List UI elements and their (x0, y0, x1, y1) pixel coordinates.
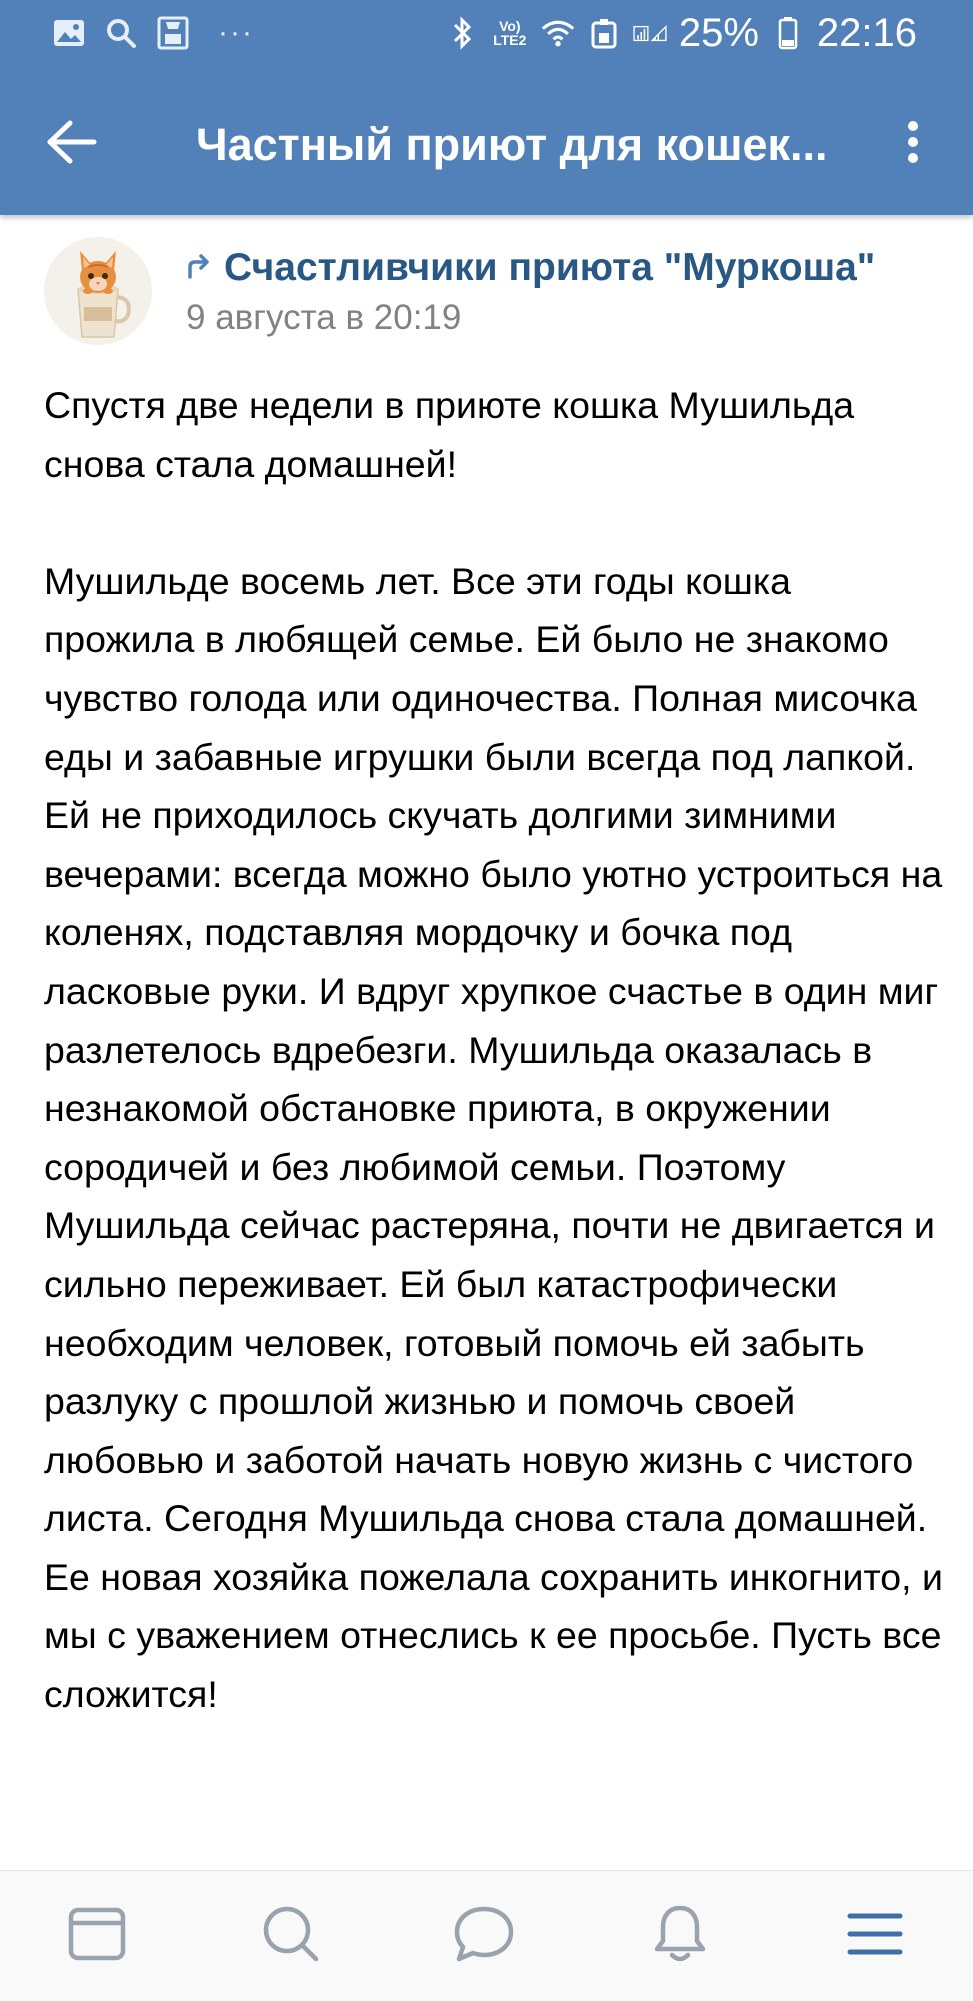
more-options-button[interactable] (888, 112, 938, 176)
post-text (44, 376, 944, 1724)
nav-newsfeed[interactable] (62, 1901, 132, 1971)
page-title: Частный приют для кошек... (196, 119, 828, 170)
avatar[interactable] (44, 237, 152, 345)
battery-percent: 25% (678, 11, 759, 55)
wifi-icon (541, 16, 575, 50)
post-date: 9 августа в 20:19 (186, 298, 462, 337)
data-saver-icon (587, 16, 621, 50)
repost-source[interactable] (186, 245, 875, 292)
repost-arrow-icon (186, 253, 212, 284)
search-icon (104, 16, 138, 50)
signal-icon (633, 16, 667, 50)
status-bar-notifications (52, 12, 254, 54)
notifications-icon (652, 1903, 708, 1970)
messages-icon (453, 1905, 515, 1968)
newsfeed-icon (68, 1907, 126, 1966)
status-bar-system (445, 12, 917, 54)
back-button[interactable] (40, 112, 104, 176)
volte-icon: Vo) LTE2 (493, 18, 527, 48)
nav-messages[interactable] (449, 1901, 519, 1971)
bottom-navigation (0, 1870, 973, 2001)
search-icon (261, 1904, 321, 1969)
clock: 22:16 (816, 11, 917, 55)
top-header (0, 0, 973, 215)
paragraph-gap (44, 493, 944, 552)
nav-menu[interactable] (840, 1901, 910, 1971)
post-paragraph-2: Мушильде восемь лет. Все эти годы кошка прожила в любящей семье. Ей было не знакомо чувство голода или одиночества. Полная мисочка еды и забавные игрушки были всегда под лапкой. Ей не приходилось скучать долгими зимними вечерами: всегда можно было уютно устроиться на коленях, подставляя мордочку и бочка под ласковые руки. И вдруг хрупкое счастье в один миг разлетелось вдребезги. Мушильда оказалась в незнакомой обстановке приюта, в окружении сородичей и без любимой семьи. Поэтому Мушильда сейчас растеряна, почти не двигается и сильно переживает. Ей был катастрофически необходим человек, готовый помочь ей забыть разлуку с прошлой жизнью и помочь своей любовью и заботой начать новую жизнь с чистого листа. Сегодня Мушильда снова стала домашней. Ее новая хозяйка пожелала сохранить инкогнито, и мы с уважением отнеслись к ее просьбе. Пусть все сложится! (44, 559, 943, 1716)
bluetooth-icon (445, 16, 479, 50)
post-paragraph-1: Спустя две недели в приюте кошка Мушильда снова стала домашней! (44, 384, 855, 485)
app-bar (0, 70, 973, 215)
kitten-avatar-image (44, 237, 152, 345)
nav-search[interactable] (256, 1901, 326, 1971)
nav-notifications[interactable] (645, 1901, 715, 1971)
more-vertical-icon (906, 120, 920, 169)
shop-icon (156, 16, 190, 50)
menu-icon (847, 1911, 903, 1962)
battery-icon (771, 16, 805, 50)
more-notifications-icon: ··· (218, 16, 254, 49)
gallery-icon (52, 16, 86, 50)
post-header (0, 215, 973, 355)
source-community-name[interactable]: Счастливчики приюта "Муркоша" (224, 246, 876, 289)
status-bar (0, 0, 973, 68)
arrow-left-icon (46, 120, 98, 169)
